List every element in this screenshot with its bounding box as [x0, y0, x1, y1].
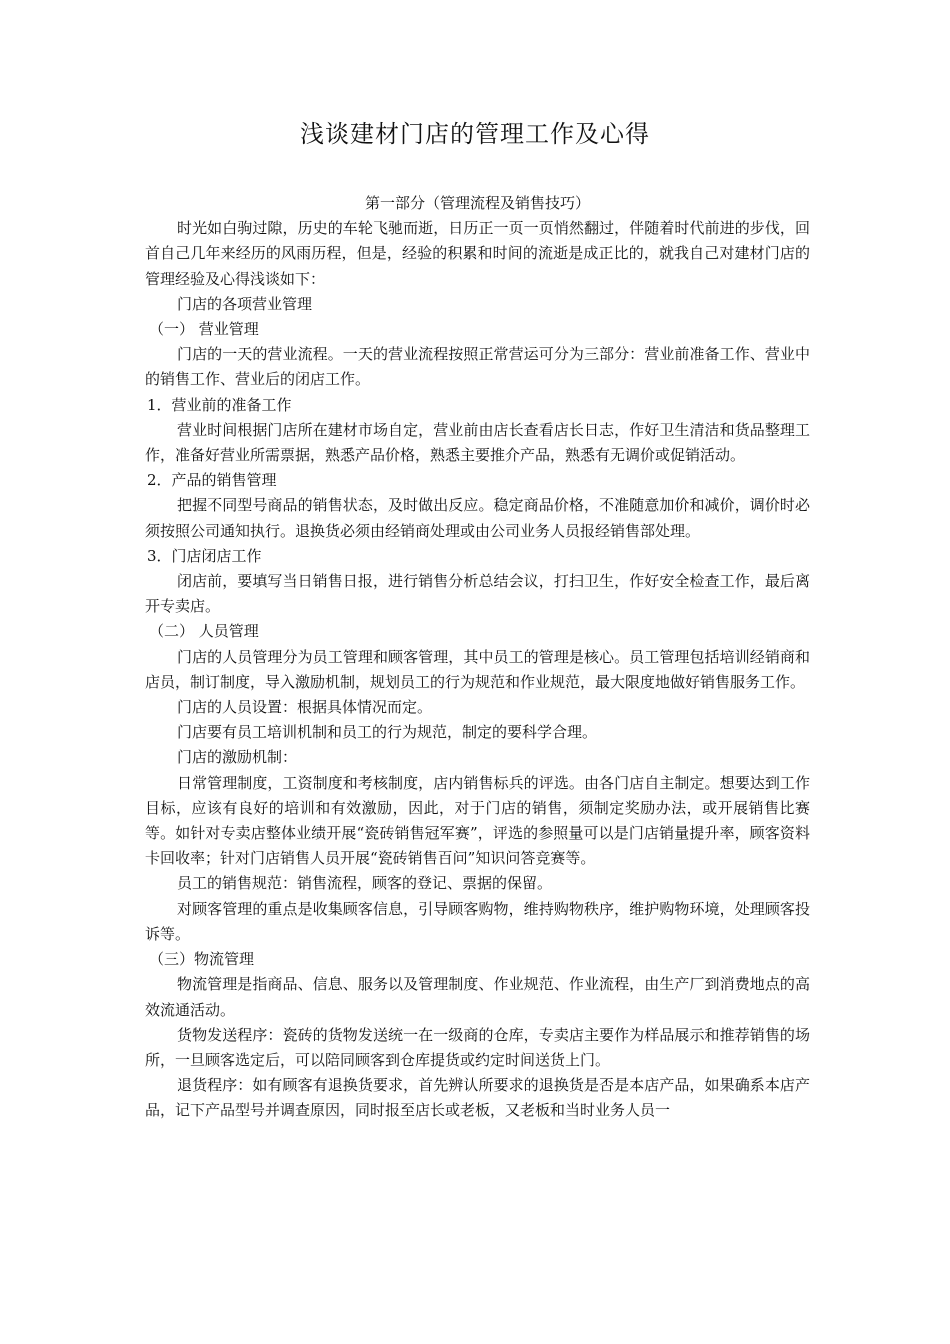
body-paragraph: 门店的激励机制： — [177, 748, 298, 767]
body-paragraph: 门店的人员设置：根据具体情况而定。 — [177, 698, 433, 717]
body-paragraph: 门店要有员工培训机制和员工的行为规范，制定的要科学合理。 — [177, 723, 598, 742]
body-paragraph: 门店的各项营业管理 — [177, 294, 313, 313]
body-paragraph: 门店的人员管理分为员工管理和顾客管理，其中员工的管理是核心。员工管理包括培训经销商和店员，制订制度，导入激励机制，规划员工的行为规范和作业规范，最大限度地做好销售服务工作。 — [145, 647, 810, 691]
subsection-heading: （一） 营业管理 — [149, 320, 259, 339]
body-paragraph: 货物发送程序：瓷砖的货物发送统一在一级商的仓库，专卖店主要作为样品展示和推荐销售的场所，一旦顾客选定后，可以陪同顾客到仓库提货或约定时间送货上门。 — [145, 1025, 810, 1069]
body-paragraph: 时光如白驹过隙，历史的车轮飞驰而逝，日历正一页一页悄然翻过，伴随着时代前进的步伐，回首自己几年来经历的风雨历程，但是，经验的积累和时间的流逝是成正比的，就我自己对建材门店的管理经验及心得浅谈如下： — [145, 219, 810, 288]
document-title: 浅谈建材门店的管理工作及心得 — [300, 120, 650, 148]
body-paragraph: 把握不同型号商品的销售状态，及时做出反应。稳定商品价格，不准随意加价和减价，调价时必须按照公司通知执行。退换货必须由经销商处理或由公司业务人员报经销售部处理。 — [145, 496, 810, 540]
subsection-heading: （三）物流管理 — [149, 950, 255, 969]
body-paragraph: 门店的一天的营业流程。一天的营业流程按照正常营运可分为三部分：营业前准备工作、营业中的销售工作、营业后的闭店工作。 — [145, 345, 810, 389]
numbered-heading: 1．营业前的准备工作 — [147, 395, 292, 414]
section-heading: 第一部分（管理流程及销售技巧） — [364, 194, 590, 212]
body-paragraph: 员工的销售规范：销售流程，顾客的登记、票据的保留。 — [177, 874, 553, 893]
body-paragraph: 退货程序：如有顾客有退换货要求，首先辨认所要求的退换货是否是本店产品，如果确系本店产品，记下产品型号并调查原因，同时报至店长或老板，又老板和当时业务人员一 — [145, 1076, 810, 1120]
body-paragraph: 营业时间根据门店所在建材市场自定，营业前由店长查看店长日志，作好卫生清洁和货品整理工作，准备好营业所需票据，熟悉产品价格，熟悉主要推介产品，熟悉有无调价或促销活动。 — [145, 420, 810, 465]
document-body — [145, 191, 810, 1124]
body-paragraph: 物流管理是指商品、信息、服务以及管理制度、作业规范、作业流程，由生产厂到消费地点的高效流通活动。 — [145, 975, 810, 1019]
numbered-heading: 2．产品的销售管理 — [147, 471, 277, 490]
body-paragraph: 对顾客管理的重点是收集顾客信息，引导顾客购物，维持购物秩序，维护购物环境，处理顾客投诉等。 — [145, 899, 810, 943]
numbered-heading: 3．门店闭店工作 — [147, 546, 262, 565]
body-paragraph: 日常管理制度，工资制度和考核制度，店内销售标兵的评选。由各门店自主制定。想要达到工作目标，应该有良好的培训和有效激励，因此，对于门店的销售，须制定奖励办法，或开展销售比赛等。如针对专卖店整体业绩开展“瓷砖销售冠军赛”，评选的参照量可以是门店销量提升率，顾客资料卡回收率；针对门店销售人员开展“瓷砖销售百问”知识问答竞赛等。 — [145, 773, 810, 868]
subsection-heading: （二） 人员管理 — [149, 622, 259, 641]
body-paragraph: 闭店前，要填写当日销售日报，进行销售分析总结会议，打扫卫生，作好安全检查工作，最后离开专卖店。 — [145, 572, 810, 616]
